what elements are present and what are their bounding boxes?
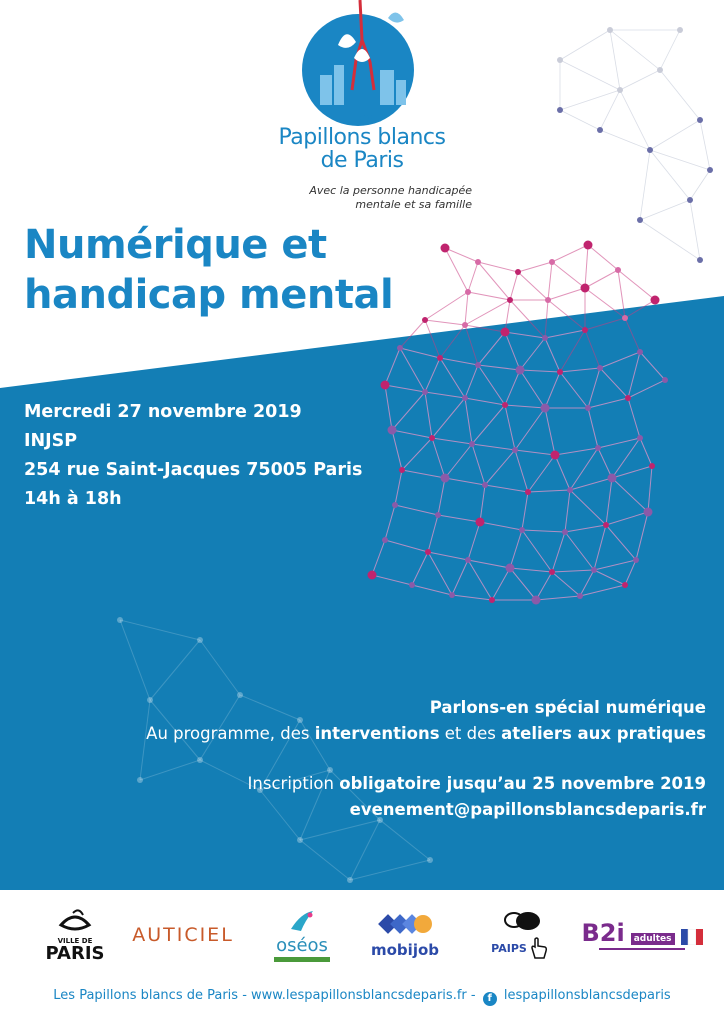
- network-node: [397, 345, 403, 351]
- network-link: [552, 245, 588, 262]
- network-node: [506, 564, 515, 573]
- network-link: [640, 200, 690, 220]
- network-link: [425, 292, 468, 320]
- butterfly-icon: [388, 12, 404, 22]
- network-node: [637, 349, 643, 355]
- network-link: [560, 110, 600, 130]
- network-node: [519, 527, 525, 533]
- network-node: [597, 127, 603, 133]
- network-link: [700, 120, 710, 170]
- network-node: [584, 241, 593, 250]
- network-node: [516, 366, 525, 375]
- network-node: [476, 518, 485, 527]
- sponsor-auticiel: [128, 890, 238, 980]
- network-node: [465, 289, 471, 295]
- sponsor-b2i-adultes: [581, 890, 692, 980]
- program-line: [146, 721, 706, 747]
- network-node: [557, 369, 563, 375]
- network-node: [557, 107, 563, 113]
- network-node: [603, 522, 609, 528]
- network-node: [551, 451, 560, 460]
- network-node: [469, 441, 475, 447]
- network-node: [515, 269, 521, 275]
- sponsor-ville-de-paris: [40, 890, 110, 980]
- network-node: [622, 315, 628, 321]
- network-node: [532, 596, 541, 605]
- network-link: [478, 262, 510, 300]
- network-node: [625, 395, 631, 401]
- network-node: [462, 395, 468, 401]
- network-link: [445, 248, 468, 292]
- network-node: [465, 557, 471, 563]
- network-node: [427, 857, 433, 863]
- network-node: [117, 617, 123, 623]
- network-node: [501, 328, 510, 337]
- network-link: [465, 300, 510, 325]
- network-node: [595, 445, 601, 451]
- mobijob-label: mobijob: [371, 941, 439, 959]
- program-text: Au programme, des: [146, 724, 315, 743]
- facebook-icon[interactable]: f: [483, 992, 497, 1006]
- network-link: [518, 262, 552, 272]
- network-node: [615, 267, 621, 273]
- paips-speech-icon: [498, 910, 542, 936]
- contact-email[interactable]: evenement@papillonsblancsdeparis.fr: [349, 800, 706, 819]
- network-link: [560, 30, 610, 60]
- network-node: [649, 463, 655, 469]
- org-name-line2: Papillons blancs: [278, 124, 446, 150]
- network-node: [512, 447, 518, 453]
- registration-line: [146, 771, 706, 797]
- org-tagline: [272, 184, 472, 212]
- network-node: [637, 435, 643, 441]
- network-node: [542, 335, 548, 341]
- network-node: [687, 197, 693, 203]
- network-node: [435, 512, 441, 518]
- network-link: [478, 262, 518, 272]
- page-footer: [0, 988, 724, 1006]
- network-node: [647, 147, 653, 153]
- network-node: [651, 296, 660, 305]
- title-line2: handicap mental: [24, 272, 394, 318]
- network-link: [650, 150, 710, 170]
- network-node: [549, 569, 555, 575]
- network-node: [382, 537, 388, 543]
- network-link: [690, 200, 700, 260]
- network-node: [392, 502, 398, 508]
- network-node: [347, 877, 353, 883]
- network-node: [562, 529, 568, 535]
- program-text: et des: [439, 724, 502, 743]
- network-node: [567, 487, 573, 493]
- network-link: [610, 30, 660, 70]
- network-node: [637, 217, 643, 223]
- paris-label: PARIS: [45, 943, 105, 964]
- sponsor-mobijob: [365, 890, 445, 980]
- network-node: [581, 284, 590, 293]
- network-node: [297, 837, 303, 843]
- network-node: [633, 557, 639, 563]
- network-node: [707, 167, 713, 173]
- program-block: [146, 695, 706, 823]
- program-highlight: ateliers aux pratiques: [501, 724, 706, 743]
- event-details: [24, 398, 362, 514]
- network-node: [577, 593, 583, 599]
- network-node: [388, 426, 397, 435]
- network-node: [545, 297, 551, 303]
- network-link: [518, 272, 548, 300]
- network-link: [548, 262, 552, 300]
- paris-label-small: VILLE DE: [57, 937, 93, 945]
- auticiel-label: AUTICIEL: [132, 924, 234, 946]
- network-node: [644, 508, 653, 517]
- network-node: [549, 259, 555, 265]
- network-node: [622, 582, 628, 588]
- network-link: [585, 245, 588, 288]
- page-title: [24, 220, 393, 320]
- paris-ship-icon: [55, 907, 95, 937]
- network-node: [657, 67, 663, 73]
- network-link: [690, 170, 710, 200]
- network-node: [697, 257, 703, 263]
- program-highlight: interventions: [314, 724, 440, 743]
- network-node: [137, 777, 143, 783]
- network-link: [445, 248, 478, 262]
- network-link: [650, 120, 700, 150]
- network-link: [618, 270, 655, 300]
- hand-pointer-icon: [527, 936, 549, 960]
- network-node: [429, 435, 435, 441]
- paips-label: PAIPS: [491, 941, 527, 955]
- network-node: [475, 362, 481, 368]
- b2i-rule: [599, 948, 685, 950]
- network-link: [425, 320, 465, 325]
- org-logo: [290, 0, 470, 215]
- event-address: 254 rue Saint-Jacques 75005 Paris: [24, 460, 363, 480]
- registration-deadline: obligatoire jusqu’au 25 novembre 2019: [339, 774, 706, 793]
- network-node: [381, 381, 390, 390]
- b2i-label: B2i: [581, 918, 625, 947]
- network-node: [462, 322, 468, 328]
- network-link: [640, 220, 700, 260]
- network-link: [660, 30, 680, 70]
- network-node: [617, 87, 623, 93]
- tagline-line2: mentale et sa famille: [355, 198, 472, 211]
- network-node: [482, 482, 488, 488]
- title-line1: Numérique et: [24, 222, 327, 268]
- mobijob-icon: [375, 911, 435, 941]
- logo-emblem: [290, 0, 470, 130]
- network-node: [475, 259, 481, 265]
- network-node: [507, 297, 513, 303]
- network-link: [620, 90, 650, 150]
- network-node: [697, 117, 703, 123]
- network-node: [425, 549, 431, 555]
- network-node: [399, 467, 405, 473]
- network-link: [585, 270, 618, 288]
- network-link: [560, 60, 620, 90]
- network-node: [502, 402, 508, 408]
- network-node: [585, 405, 591, 411]
- sponsor-oseos: [262, 890, 342, 980]
- network-node: [677, 27, 683, 33]
- network-node: [597, 365, 603, 371]
- footer-text: Les Papillons blancs de Paris - www.lespapillonsblancsdeparis.fr -: [53, 988, 476, 1003]
- network-node: [197, 637, 203, 643]
- network-node: [541, 404, 550, 413]
- org-name-line3: de Paris: [320, 147, 404, 173]
- network-node: [591, 567, 597, 573]
- network-node: [557, 57, 563, 63]
- network-node: [582, 327, 588, 333]
- network-node: [409, 582, 415, 588]
- network-node: [422, 389, 428, 395]
- sponsor-paips: [480, 890, 560, 980]
- program-title: Parlons-en spécial numérique: [429, 698, 706, 717]
- event-date: Mercredi 27 novembre 2019: [24, 402, 302, 422]
- network-node: [662, 377, 668, 383]
- sponsor-logos: [0, 890, 724, 980]
- network-node: [608, 474, 617, 483]
- network-node: [441, 244, 450, 253]
- network-link: [640, 150, 650, 220]
- oseos-underline: [274, 957, 330, 962]
- tagline-line1: Avec la personne handicapée: [309, 184, 472, 197]
- network-node: [437, 355, 443, 361]
- network-link: [465, 292, 468, 325]
- network-node: [441, 474, 450, 483]
- network-node: [607, 27, 613, 33]
- network-node: [525, 489, 531, 495]
- french-republic-flag-icon: [681, 929, 703, 945]
- network-link: [548, 288, 585, 300]
- network-link: [600, 130, 650, 150]
- oseos-bird-icon: [287, 909, 317, 935]
- network-link: [468, 262, 478, 292]
- event-venue: INJSP: [24, 431, 78, 451]
- network-node: [449, 592, 455, 598]
- network-node: [422, 317, 428, 323]
- b2i-tag: adultes: [631, 933, 675, 945]
- facebook-handle[interactable]: lespapillonsblancsdeparis: [503, 988, 671, 1003]
- registration-text: Inscription: [247, 774, 340, 793]
- network-link: [552, 262, 585, 288]
- network-link: [660, 70, 700, 120]
- org-name-line1: Les: [351, 111, 373, 126]
- network-link: [610, 30, 620, 90]
- network-node: [368, 571, 377, 580]
- network-node: [489, 597, 495, 603]
- event-time: 14h à 18h: [24, 489, 122, 509]
- oseos-label: oséos: [276, 934, 328, 956]
- network-link: [588, 245, 618, 270]
- network-link: [560, 90, 620, 110]
- org-name: [272, 112, 452, 172]
- network-link: [510, 272, 518, 300]
- network-link: [650, 150, 690, 200]
- network-link: [620, 70, 660, 90]
